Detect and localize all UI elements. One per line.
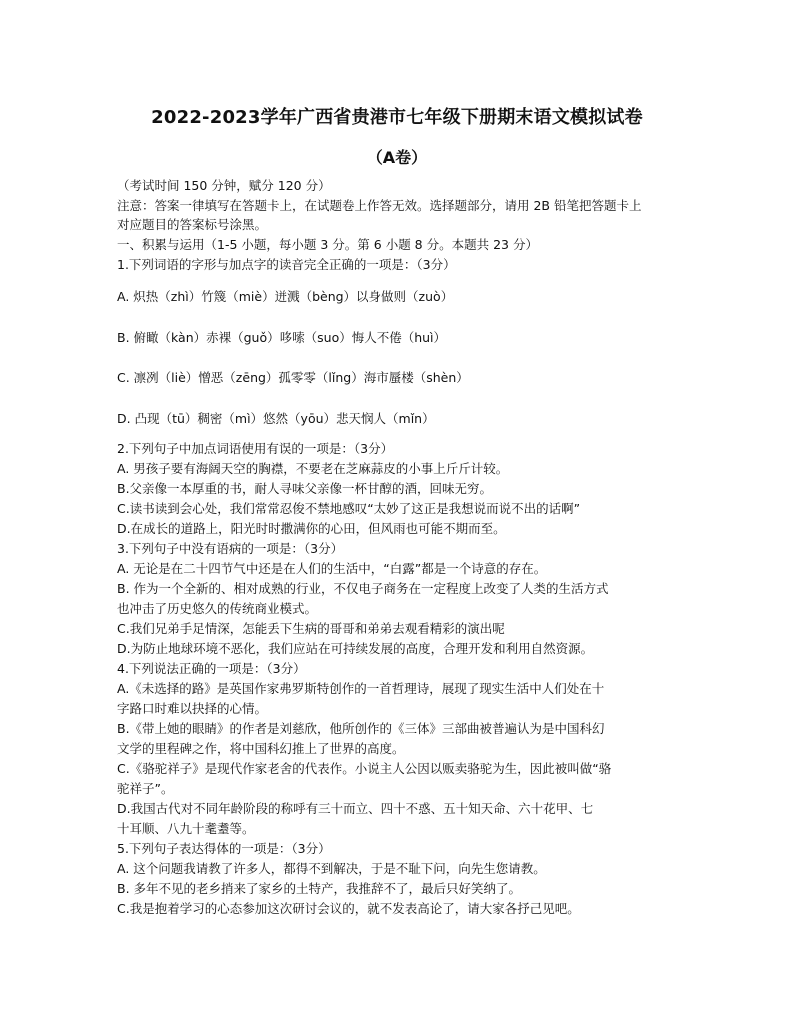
question-3-option-a: A. 无论是在二十四节气中还是在人们的生活中，“白露”都是一个诗意的存在。 [117,561,547,576]
question-4-stem: 4.下列说法正确的一项是：（3分） [117,661,306,676]
question-2-option-a: A. 男孩子要有海阔天空的胸襟，不要老在芝麻蒜皮的小事上斤斤计较。 [117,461,509,476]
question-4-option-b: B.《带上她的眼睛》的作者是刘慈欣，他所创作的《三体》三部曲被普遍认为是中国科幻 [117,721,605,736]
question-4-option-a-cont: 字路口时难以抉择的心情。 [117,701,268,716]
question-2-option-d: D.在成长的道路上，阳光时时撒满你的心田，但风雨也可能不期而至。 [117,521,506,536]
question-4-option-c-cont: 驼祥子”。 [117,781,174,796]
question-4-option-d-cont: 十耳顺、八九十耄耋等。 [117,821,255,836]
question-3-option-b: B. 作为一个全新的、相对成熟的行业，不仅电子商务在一定程度上改变了人类的生活方式 [117,581,609,596]
question-3-option-d: D.为防止地球环境不恶化，我们应站在可持续发展的高度，合理开发和利用自然资源。 [117,641,594,656]
question-4-option-d: D.我国古代对不同年龄阶段的称呼有三十而立、四十不惑、五十知天命、六十花甲、七 [117,801,594,816]
exam-time: （考试时间 150 分钟，赋分 120 分） [117,178,331,193]
question-3-option-b-cont: 也冲击了历史悠久的传统商业模式。 [117,601,318,616]
question-1-option-c: C. 凛冽（liè）憎恶（zēng）孤零零（lǐng）海市蜃楼（shèn） [117,370,469,385]
section-heading: 一、积累与运用（1-5 小题，每小题 3 分。第 6 小题 8 分。本题共 23 分） [117,237,538,252]
question-5-option-c: C.我是抱着学习的心态参加这次研讨会议的，就不发表高论了，请大家各抒己见吧。 [117,901,580,916]
question-2-stem: 2.下列句子中加点词语使用有误的一项是：（3分） [117,441,394,456]
question-4-option-b-cont: 文学的里程碑之作，将中国科幻推上了世界的高度。 [117,741,405,756]
question-2-option-b: B.父亲像一本厚重的书，耐人寻味父亲像一杯甘醇的酒，回味无穷。 [117,481,493,496]
question-5-option-a: A. 这个问题我请教了许多人，都得不到解决，于是不耻下问，向先生您请教。 [117,861,546,876]
instruction-note-cont: 对应题目的答案标号涂黑。 [117,217,268,232]
question-1-option-b: B. 俯瞰（kàn）赤裸（guǒ）哆嗦（suo）悔人不倦（huì） [117,330,447,345]
question-3-stem: 3.下列句子中没有语病的一项是：（3分） [117,541,344,556]
page-title: 2022-2023学年广西省贵港市七年级下册期末语文模拟试卷 [151,107,643,128]
question-4-option-c: C.《骆驼祥子》是现代作家老舍的代表作。小说主人公因以贩卖骆驼为生，因此被叫做“骆 [117,761,612,776]
question-4-option-a: A.《未选择的路》是英国作家弗罗斯特创作的一首哲理诗，展现了现实生活中人们处在十 [117,681,605,696]
instruction-note: 注意：答案一律填写在答题卡上，在试题卷上作答无效。选择题部分，请用 2B 铅笔把答题卡上 [117,198,642,213]
question-3-option-c: C.我们兄弟手足情深，怎能丢下生病的哥哥和弟弟去观看精彩的演出呢 [117,621,505,636]
page-subtitle: （A卷） [366,148,428,167]
question-1-stem: 1.下列词语的字形与加点字的读音完全正确的一项是：（3分） [117,257,456,272]
question-1-option-a: A. 炽热（zhì）竹篾（miè）迸溅（bèng）以身做则（zuò） [117,289,454,304]
question-5-stem: 5.下列句子表达得体的一项是：（3分） [117,841,331,856]
question-5-option-b: B. 多年不见的老乡捎来了家乡的土特产，我推辞不了，最后只好笑纳了。 [117,881,522,896]
question-2-option-c: C.读书读到会心处，我们常常忍俊不禁地感叹“太妙了这正是我想说而说不出的话啊” [117,501,581,516]
question-1-option-d: D. 凸现（tū）稠密（mì）悠然（yōu）悲天悯人（mǐn） [117,411,435,426]
